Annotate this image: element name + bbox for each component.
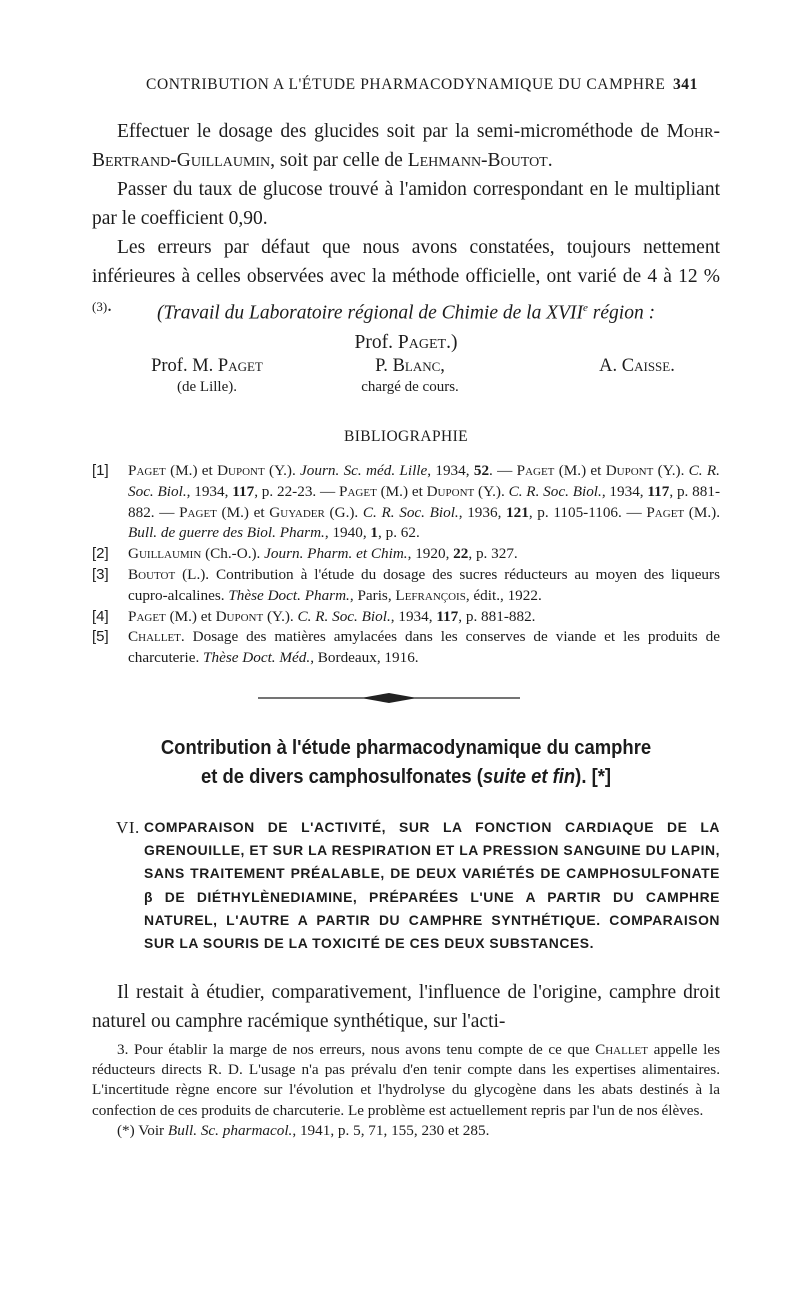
article-title (123, 733, 688, 791)
author-name: Lehmann-Boutot (407, 150, 548, 171)
reference-text: , Bordeaux, 1916. (310, 649, 419, 667)
laboratory-note (92, 294, 720, 357)
reference-text: (M.) et (554, 462, 606, 479)
paragraph-text: , soit par celle de (270, 150, 408, 171)
article-title-italic: suite et fin (482, 765, 576, 788)
reference-text: , 1940, (324, 524, 371, 542)
author-name: Blanc, (392, 356, 445, 376)
reference-text: , p. 1105-1106. — (528, 503, 647, 521)
author-name: Paget (646, 503, 685, 521)
author-blanc (335, 356, 485, 396)
reference-text: (Y.). (653, 462, 689, 479)
journal-name: Journ. Pharm. et Chim. (264, 545, 408, 563)
author-caisse (562, 356, 712, 377)
footnote-text: appelle les réducteurs directs R. D. L'usage n'a pas prévalu d'en tenir compte dans les expertises alimentaires. L'incertitude règne encore sur l'évolution et l'hydrolyse du glycogène dans les abats destinés à la confection de ces produits de charcuterie. Le problème est actuellement repris par l'un de nos élèves. (92, 1041, 720, 1119)
reference-text: , Paris, (349, 586, 396, 604)
volume-number: 22 (453, 545, 469, 563)
author-name: Paget (128, 607, 166, 625)
footnote-text: , 1941, p. 5, 71, 155, 230 et 285. (292, 1121, 490, 1139)
reference-text: (M.) et (216, 503, 270, 521)
author-list (92, 356, 720, 404)
reference-text: (G.). (324, 503, 363, 521)
author-fullname (562, 356, 712, 377)
footnote-text: (*) Voir (117, 1121, 168, 1139)
author-name: Paget (516, 462, 555, 479)
reference-text: (Y.). (263, 607, 298, 625)
reference-number: [5] (92, 628, 109, 646)
volume-number: 52 (473, 462, 490, 479)
author-prefix: P. (375, 356, 393, 376)
author-prefix: A. (599, 356, 622, 376)
article-title-line-2 (123, 762, 688, 791)
lab-note-text: (Travail du Laboratoire régional de Chimie de la XVII (156, 302, 584, 324)
lab-note-line-1 (92, 294, 720, 328)
author-name: Paget (339, 482, 377, 500)
reference-text: (Y.). (474, 482, 509, 500)
footnotes (92, 1040, 720, 1141)
journal-name: Journ. Sc. méd. Lille (300, 462, 428, 479)
paragraph-text: . (547, 150, 553, 171)
reference-text: . — (489, 462, 517, 479)
paragraph-text: . (107, 295, 113, 316)
footnote-star (92, 1121, 720, 1141)
paragraph-text: Les erreurs par défaut que nous avons constatées, toujours nettement inférieures à celles observées avec la méthode officielle, ont varié de 4 à 12 % (92, 237, 720, 287)
author-name: Lefrançois (395, 586, 466, 604)
bibliography-entry (92, 627, 720, 669)
author-affiliation: chargé de cours. (361, 379, 459, 395)
bibliography-entry (92, 607, 720, 628)
volume-number: 121 (506, 503, 529, 521)
reference-text: , 1934, (390, 607, 437, 625)
journal-name: C. R. Soc. Biol. (508, 482, 602, 500)
journal-name: Thèse Doct. Pharm. (228, 586, 350, 604)
author-name: Caisse. (621, 356, 675, 376)
reference-text: (Ch.-O.). (201, 545, 265, 563)
reference-text: . Dosage des matières amylacées dans les conserves de viande et les produits de charcuterie. (128, 628, 720, 667)
reference-text: , 1936, (458, 503, 507, 521)
bibliography-entry (92, 461, 720, 544)
reference-text: , 1934, (186, 482, 233, 500)
bibliography-list (92, 461, 720, 669)
journal-name: C. R. Soc. Biol. (128, 462, 720, 500)
lab-note-text: Prof. (354, 331, 398, 353)
method-text (92, 117, 720, 321)
footnote-ref: (3) (92, 299, 108, 314)
author-name: Mohr-Bertrand-Guillaumin (92, 121, 720, 171)
author-name: Dupont (215, 607, 264, 625)
reference-text: , p. 881-882. (458, 607, 536, 625)
reference-text: , 1934, (427, 462, 474, 479)
journal-name: Thèse Doct. Méd. (203, 649, 311, 667)
paragraph-intro: Il restait à étudier, comparativement, l'influence de l'origine, camphre droit naturel ou camphre racémique synthétique, sur l'acti- (92, 982, 720, 1032)
author-name: Challet (128, 628, 181, 646)
reference-text: (M.) et (165, 462, 218, 479)
paragraph-text: Effectuer le dosage des glucides soit par la semi-microméthode de (117, 121, 667, 142)
volume-number: 117 (436, 607, 459, 625)
reference-text: (M.) et (165, 607, 216, 625)
author-name: Paget (128, 462, 166, 479)
reference-text: , p. 881-882. — (128, 482, 720, 521)
article-title-text: ). [*] (575, 765, 612, 788)
bibliography-heading: BIBLIOGRAPHIE (343, 428, 469, 445)
author-name: Dupont (605, 462, 654, 479)
reference-number: [4] (92, 607, 109, 625)
section-title: COMPARAISON DE L'ACTIVITÉ, SUR LA FONCTION CARDIAQUE DE LA GRENOUILLE, ET SUR LA RESPIRATION ET LA PRESSION SANGUINE DU LAPIN, SANS TRAITEMENT PRÉALABLE, DE DEUX VARIÉTÉS DE CAMPHOSULFONATE β DE DIÉTHYLÈNEDIAMINE, PRÉPARÉES L'UNE A PARTIR DU CAMPHRE NATUREL, L'AUTRE A PARTIR DU CAMPHRE SYNTHÉTIQUE. COMPARAISON SUR LA SOURIS DE LA TOXICITÉ DE CES DEUX SUBSTANCES. (144, 819, 720, 952)
article-intro (92, 978, 720, 1036)
author-name: Challet (595, 1041, 648, 1058)
reference-text: (Y.). (264, 462, 301, 479)
journal-name: C. R. Soc. Biol. (362, 503, 459, 521)
author-affiliation: (de Lille). (177, 379, 237, 395)
reference-text: , 1934, (601, 482, 648, 500)
ornament-divider (258, 690, 520, 706)
journal-name: Bull. de guerre des Biol. Pharm. (128, 524, 325, 542)
author-name: Guillaumin (128, 545, 202, 563)
author-name: Paget (179, 503, 217, 521)
article-title-line-1: Contribution à l'étude pharmacodynamique du camphre (160, 736, 652, 759)
volume-number: 117 (647, 482, 670, 500)
author-fullname (335, 356, 485, 377)
author-name: Guyader (269, 503, 325, 521)
author-name: Paget (217, 356, 263, 376)
author-name: Dupont (426, 482, 475, 500)
reference-text: (M.) et (376, 482, 427, 500)
reference-text: (M.). (684, 503, 721, 521)
author-name: Boutot (128, 565, 176, 583)
article-title-text: et de divers camphosulfonates ( (200, 765, 483, 788)
reference-number: [3] (92, 565, 109, 583)
reference-text: , édit., 1922. (465, 586, 542, 604)
volume-number: 117 (232, 482, 255, 500)
reference-text: , p. 22-23. — (254, 482, 340, 500)
author-name: Dupont (217, 462, 265, 479)
running-head (146, 76, 698, 94)
paragraph-dosage (92, 117, 720, 175)
footnote-journal: Bull. Sc. pharmacol. (167, 1121, 293, 1139)
page-number: 341 (672, 76, 698, 93)
reference-number: [2] (92, 545, 109, 563)
section-heading (92, 816, 720, 955)
running-head-title: CONTRIBUTION A L'ÉTUDE PHARMACODYNAMIQUE DU CAMPHRE (146, 76, 666, 93)
reference-text: , p. 327. (468, 545, 518, 563)
lab-note-text: région : (587, 302, 656, 324)
lab-note-superscript: e (583, 302, 588, 314)
reference-text: , 1920, (407, 545, 454, 563)
lab-note-text: .) (446, 331, 458, 353)
author-fullname (132, 356, 282, 377)
reference-text: (L.). Contribution à l'étude du dosage des sucres réducteurs au moyen des liqueurs cupro-alcalines. (128, 565, 720, 604)
reference-number: [1] (92, 462, 109, 479)
author-prefix: Prof. M. (151, 356, 218, 376)
author-paget (132, 356, 282, 396)
author-name: Paget (397, 331, 447, 353)
footnote-text: 3. Pour établir la marge de nos erreurs, nous avons tenu compte de ce que (117, 1041, 596, 1058)
bibliography-entry (92, 544, 720, 565)
lab-note-line-2 (92, 328, 720, 357)
section-number: VI. (116, 818, 140, 837)
volume-number: 1 (370, 524, 379, 542)
bibliography-entry (92, 565, 720, 607)
reference-text: , p. 62. (378, 524, 420, 542)
paragraph-glucose: Passer du taux de glucose trouvé à l'amidon correspondant en le multipliant par le coefficient 0,90. (92, 179, 720, 229)
footnote-3 (92, 1040, 720, 1121)
journal-name: C. R. Soc. Biol. (297, 607, 391, 625)
